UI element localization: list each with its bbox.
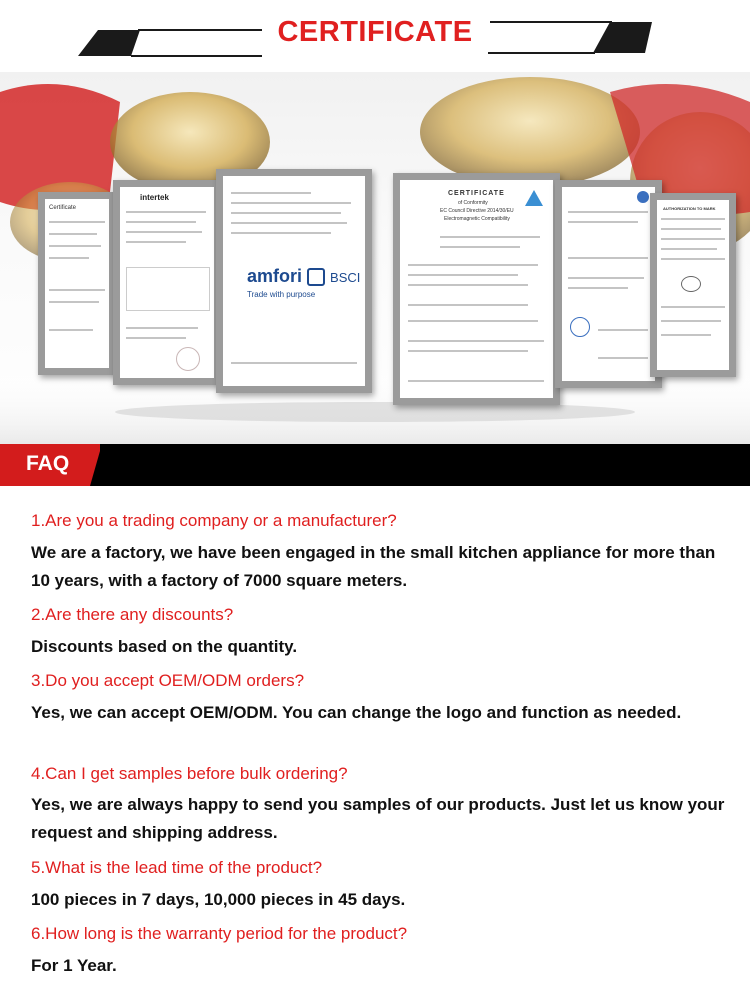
amfori-tagline: Trade with purpose xyxy=(247,290,316,299)
cert5-seal xyxy=(570,317,590,337)
ce-title: CERTIFICATE xyxy=(448,190,505,197)
certificate-intertek xyxy=(113,180,221,385)
trophy-right xyxy=(420,77,640,187)
amfori-logo: amfori BSCI xyxy=(247,266,361,286)
authorization-title: AUTHORIZATION TO MARK xyxy=(663,206,716,211)
bsci-icon xyxy=(307,268,325,286)
faq-label: FAQ xyxy=(26,452,70,475)
faq-question-1: 1.Are you a trading company or a manufacturer? xyxy=(31,511,397,530)
intertek-logo: intertek xyxy=(140,193,169,202)
faq-answer-1: We are a factory, we have been engaged in the small kitchen appliance for more than 10 years, with a factory of 7000 square meters. xyxy=(31,543,716,590)
faq-answer-2: Discounts based on the quantity. xyxy=(31,637,298,656)
certificate-header xyxy=(0,0,750,70)
certificate-ce: CERTIFICATE of Conformity EC Council Directive 2014/30/EU Electromagnetic Compatibility xyxy=(393,173,560,405)
intertek-seal xyxy=(176,347,200,371)
cert5-logo xyxy=(637,191,649,203)
faq-question-5: 5.What is the lead time of the product? xyxy=(31,858,323,877)
page-title: CERTIFICATE xyxy=(277,16,473,48)
faq-answer-4: Yes, we are always happy to send you samples of our products. Just let us know your request and shipping address. xyxy=(31,795,725,842)
authorization-mark xyxy=(681,276,701,292)
certificates-banner xyxy=(0,72,750,447)
faq-question-4: 4.Can I get samples before bulk ordering? xyxy=(31,764,348,783)
certificate-authorization xyxy=(650,193,736,377)
shadow xyxy=(115,402,635,422)
faq-answer-5: 100 pieces in 7 days, 10,000 pieces in 45 days. xyxy=(31,890,406,909)
faq-answer-3: Yes, we can accept OEM/ODM. You can change the logo and function as needed. xyxy=(31,703,682,722)
certificate-5 xyxy=(555,180,662,388)
certificate-1: Certificate xyxy=(38,192,116,375)
faq-question-2: 2.Are there any discounts? xyxy=(31,605,234,624)
certificate-amfori xyxy=(216,169,372,393)
faq-question-3: 3.Do you accept OEM/ODM orders? xyxy=(31,671,305,690)
faq-question-6: 6.How long is the warranty period for the product? xyxy=(31,924,408,943)
faq-bar xyxy=(0,444,750,486)
tuv-logo xyxy=(525,190,543,206)
intertek-table xyxy=(126,267,210,311)
faq-answer-6: For 1 Year. xyxy=(31,956,117,975)
